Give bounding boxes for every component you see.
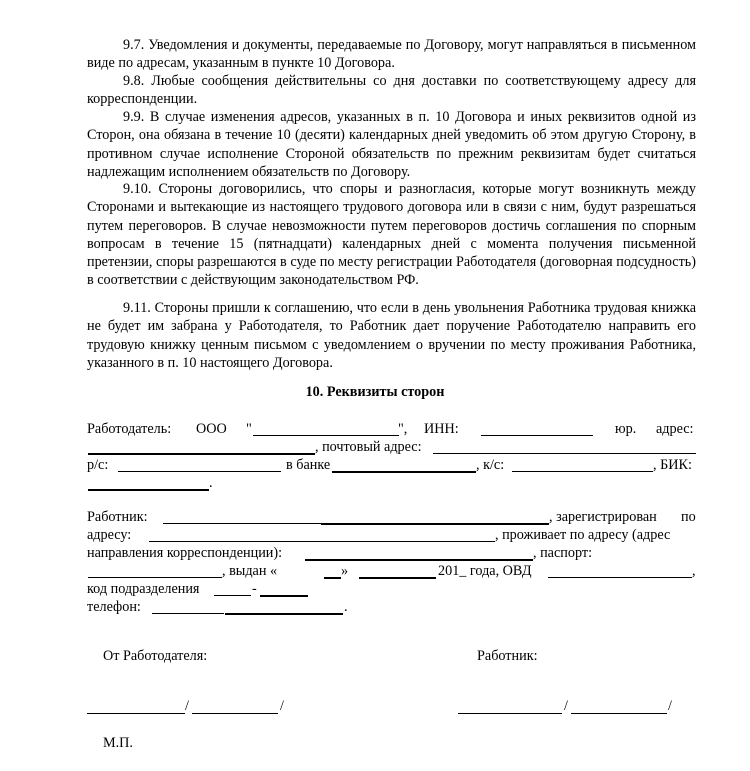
corr-direction-label: направления корреспонденции): (87, 545, 283, 561)
seal-label: М.П. (103, 735, 133, 751)
section-title: 10. Реквизиты сторон (305, 384, 445, 400)
employee-row-4: , выдан « » 201_ года, ОВД , (87, 562, 696, 582)
legal-label: юр. (615, 421, 637, 437)
employee-name-field-b[interactable] (321, 523, 549, 525)
quote-open: " (246, 421, 252, 437)
document-page: 9.7. Уведомления и документы, передаваемые по Договору, могут направляться в письменном виде по адресам, указанным в пункте 10 Договора. 9.8. Любые сообщения действительны со дня доставки по соответствующему адресу для корреспонденции. 9.9. В случае изменения адресов, указанных в п. 10 Договора и иных реквизитов одной из Сторон, она обязана в течение 10 (десяти) календарных дней уведомить об этом другую Сторону, в противном случае исполнение Стороной обязательств по прежним реквизитам будет считаться надлежащим исполнением обязательств по Договору. 9.10. Стороны договорились, что споры и разногласия, которые могут возникнуть между Сторонами и вытекающие из настоящего трудового договора или в связи с ним, будут разрешаться путем переговоров. В случае невозможности путем переговоров достичь соглашения по спорным вопросам в течение 15 (пятнадцати) календарных дней с момента получения письменной претензии, споры разрешаются в суде по месту регистрации Работодателя (договорная подсудность) в соответствии с действующим законодательством РФ. 9.11. Стороны пришли к соглашению, что если в день увольнения Работника трудовая книжка не будет им забрана у Работодателя, то Работник дает поручение Работодателю направить его трудовую книжку ценным письмом с уведомлением о вручении по месту проживания Работника, указанного в п. 10 настоящего Договора. 10. Реквизиты сторон Работодатель: ООО " ", ИНН: юр. адрес: , почтовый адрес: р/с: в банке , к/с: , БИК: . Работник: , зарегистрирован по адресу: , проживает по адресу (адрес направления корреспонденции): , паспорт: , выдан « » 201_ года, ОВД , код подразделения - телефон: . От Работодателя: Работник: / / / / М.П. (0, 0, 750, 771)
issued-day-field[interactable] (324, 577, 341, 579)
inn-label: ИНН: (424, 421, 459, 437)
address-label: адресу: (87, 527, 132, 543)
clause-9-7: 9.7. Уведомления и документы, передаваемые по Договору, могут направляться в письменном виде по адресам, указанным в пункте 10 Договора. (87, 37, 696, 72)
account-field[interactable] (118, 471, 281, 472)
issued-month-field[interactable] (359, 577, 436, 579)
clause-9-10: 9.10. Стороны договорились, что споры и разногласия, которые могут возникнуть между Сторонами и вытекающие из настоящего трудового договора или в связи с ним, будут разрешаться путем переговоров. В случае невозможности путем переговоров достичь соглашения по спорным вопросам в течение 15 (пятнадцати) календарных дней с момента получения письменной претензии, споры разрешаются в суде по месту регистрации Работодателя (договорная подсудность) в соответствии с действующим законодательством РФ. (87, 181, 696, 289)
from-employer-label: От Работодателя: (103, 648, 208, 664)
employer-row-1 (87, 420, 696, 440)
employee-name-line[interactable] (571, 713, 667, 714)
employee-row-5: код подразделения - (87, 580, 696, 600)
clause-9-8: 9.8. Любые сообщения действительны со дня доставки по соответствующему адресу для корреспонденции. (87, 73, 696, 108)
employee-row-2 (87, 526, 696, 546)
address-label: адрес: (656, 421, 694, 437)
employee-row-1: Работник: , зарегистрирован по (87, 509, 696, 525)
phone-field-a[interactable] (152, 613, 224, 614)
clause-9-9: 9.9. В случае изменения адресов, указанных в п. 10 Договора и иных реквизитов одной из Сторон, она обязана в течение 10 (десяти) календарных дней уведомить об этом другую Сторону, в противном случае исполнение Стороной обязательств по прежним реквизитам будет считаться надлежащим исполнением обязательств по Договору. (87, 109, 696, 180)
corr-account-label: , к/с: (476, 457, 505, 473)
employee-row-6: телефон: . (87, 599, 348, 615)
phone-field-b[interactable] (225, 613, 343, 615)
bik-field[interactable] (88, 489, 209, 491)
clause-9-11: 9.11. Стороны пришли к соглашению, что если в день увольнения Работника трудовая книжка не будет им забрана у Работодателя, то Работник дает поручение Работодателю направить его трудовую книжку ценным письмом с уведомлением о вручении по месту проживания Работника, указанного в п. 10 настоящего Договора. (87, 300, 696, 371)
legal-address-field[interactable] (88, 453, 315, 455)
division-code-field-b[interactable] (260, 595, 308, 597)
employer-row-2 (87, 438, 696, 458)
corr-account-field[interactable] (512, 471, 653, 472)
postal-address-label: , почтовый адрес: (315, 439, 422, 455)
employee-name-field-a[interactable] (163, 523, 321, 524)
registration-address-field[interactable] (149, 541, 495, 542)
bik-label: , БИК: (653, 457, 692, 473)
employer-label: Работодатель: (87, 421, 172, 437)
employee-signature-line[interactable] (458, 713, 562, 714)
employer-row-4: . (87, 474, 696, 494)
employer-row-3 (87, 456, 696, 476)
postal-address-field[interactable] (433, 453, 696, 454)
passport-label: , паспорт: (533, 545, 593, 561)
ovd-field[interactable] (548, 577, 692, 578)
org-form: ООО (196, 421, 227, 437)
employer-name-line[interactable] (192, 713, 278, 714)
quote-close: ", (398, 421, 408, 437)
division-code-label: код подразделения (87, 581, 200, 597)
employee-signature-label: Работник: (477, 648, 538, 664)
employee-row-3 (87, 544, 696, 564)
inn-field[interactable] (481, 435, 593, 436)
issued-label: , выдан « (222, 563, 278, 579)
phone-label: телефон: (87, 599, 141, 615)
lives-label: , проживает по адресу (адрес (495, 527, 671, 543)
company-name-field[interactable] (253, 435, 399, 436)
employee-label: Работник: (87, 509, 148, 525)
year-label: 201_ года, ОВД (438, 563, 532, 579)
passport-field[interactable] (88, 577, 222, 578)
registered-label: , зарегистрирован (549, 509, 657, 525)
account-label: р/с: (87, 457, 109, 473)
division-code-field-a[interactable] (214, 595, 251, 596)
bank-field[interactable] (332, 471, 476, 473)
bank-label: в банке (286, 457, 331, 473)
residence-address-field[interactable] (305, 559, 533, 561)
employer-signature-line[interactable] (87, 713, 185, 714)
